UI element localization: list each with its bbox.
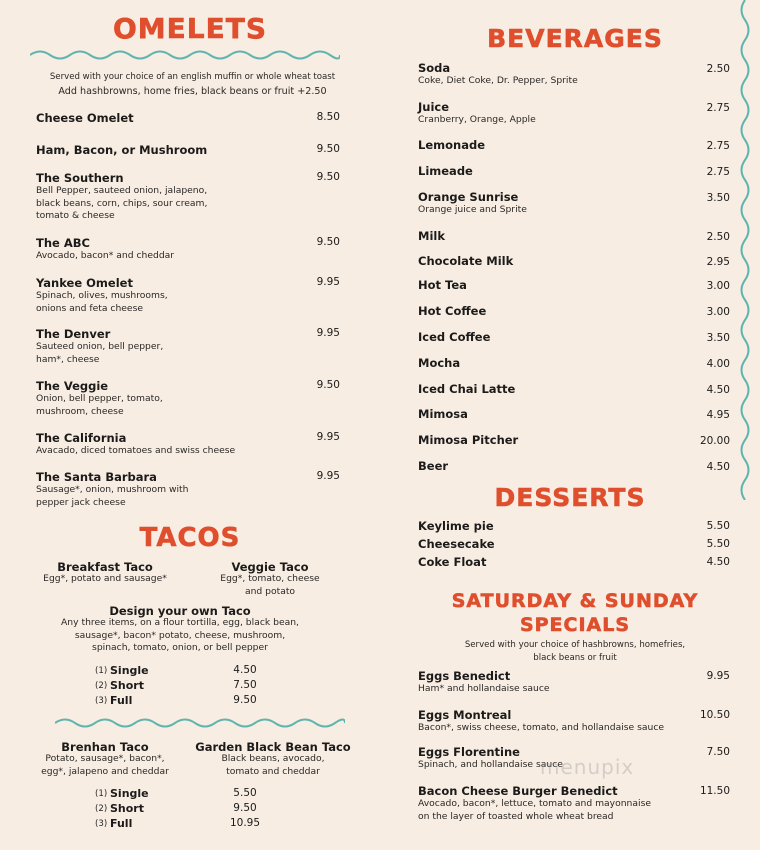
special-desc: Spinach, and hollandaise sauce: [418, 759, 563, 770]
omelet-name: The Veggie: [36, 379, 109, 393]
special-price: 11.50: [699, 785, 730, 797]
wave-divider: [30, 48, 340, 62]
watermark: menupix: [540, 755, 635, 779]
option-number: (3): [95, 819, 108, 829]
beverage-desc: Cranberry, Orange, Apple: [418, 114, 536, 125]
omelet-desc: Bell Pepper, sauteed onion, jalapeno, black beans, corn, chips, sour cream, tomato & cheese: [36, 185, 208, 221]
omelet-name: The Santa Barbara: [36, 470, 157, 484]
specials-title-line-1: SATURDAY & SUNDAY: [451, 590, 699, 612]
special-desc: Avocado, bacon*, lettuce, tomato and mayonnaise on the layer of toasted whole wheat bread: [418, 798, 652, 822]
option-label: Full: [110, 694, 133, 707]
option-price: 4.50: [233, 664, 257, 676]
omelet-name: Cheese Omelet: [36, 111, 134, 125]
beverage-price: 4.50: [706, 461, 730, 473]
beverage-name: Chocolate Milk: [418, 254, 514, 268]
omelet-price: 9.95: [316, 431, 340, 443]
omelet-price: 9.95: [316, 327, 340, 339]
beverage-name: Soda: [418, 61, 451, 75]
beverage-price: 2.95: [706, 256, 730, 268]
special-desc: Bacon*, swiss cheese, tomato, and hollandaise sauce: [418, 722, 665, 733]
beverage-price: 3.50: [706, 332, 730, 344]
veggie-taco-name: Veggie Taco: [231, 560, 309, 574]
beverage-price: 2.50: [706, 231, 730, 243]
special-name: Bacon Cheese Burger Benedict: [418, 784, 618, 798]
option-price: 7.50: [233, 679, 257, 691]
beverage-name: Lemonade: [418, 138, 485, 152]
garden-taco-desc: Black beans, avocado, tomato and cheddar: [221, 753, 325, 777]
option-number: (1): [95, 789, 108, 799]
option-label: Single: [110, 664, 149, 677]
option-number: (2): [95, 804, 108, 814]
beverage-name: Mimosa Pitcher: [418, 433, 519, 447]
option-label: Short: [110, 802, 144, 815]
beverage-name: Beer: [418, 459, 449, 473]
desserts-title: DESSERTS: [494, 483, 646, 512]
beverage-price: 3.00: [706, 306, 730, 318]
specials-title-line-2: SPECIALS: [519, 614, 631, 636]
beverage-name: Hot Tea: [418, 278, 467, 292]
wave-divider: [55, 716, 345, 730]
dessert-price: 5.50: [706, 538, 730, 550]
option-price: 10.95: [229, 817, 261, 829]
breakfast-taco-desc: Egg*, potato and sausage*: [43, 573, 167, 584]
option-label: Short: [110, 679, 144, 692]
omelet-desc: Onion, bell pepper, tomato, mushroom, cheese: [36, 393, 163, 417]
option-price: 9.50: [233, 802, 257, 814]
omelet-name: The California: [36, 431, 127, 445]
design-taco-name: Design your own Taco: [109, 604, 251, 618]
wave-border: [738, 0, 752, 500]
dessert-name: Cheesecake: [418, 537, 495, 551]
beverages-title: BEVERAGES: [487, 24, 663, 53]
special-name: Eggs Montreal: [418, 708, 512, 722]
special-price: 10.50: [699, 709, 730, 721]
beverage-price: 3.00: [706, 280, 730, 292]
omelet-desc: Spinach, olives, mushrooms, onions and feta cheese: [36, 290, 168, 314]
beverage-name: Iced Coffee: [418, 330, 491, 344]
beverage-price: 4.00: [706, 358, 730, 370]
option-label: Single: [110, 787, 149, 800]
beverage-name: Mocha: [418, 356, 461, 370]
dessert-name: Coke Float: [418, 555, 487, 569]
beverage-name: Limeade: [418, 164, 473, 178]
special-price: 9.95: [706, 670, 730, 682]
omelet-price: 9.50: [316, 171, 340, 183]
beverage-name: Milk: [418, 229, 445, 243]
beverage-price: 2.75: [706, 102, 730, 114]
option-number: (2): [95, 681, 108, 691]
beverage-price: 4.95: [706, 409, 730, 421]
beverage-name: Mimosa: [418, 407, 468, 421]
dessert-price: 5.50: [706, 520, 730, 532]
omelets-note-1: Served with your choice of an english muffin or whole wheat toast: [49, 72, 336, 82]
special-name: Eggs Benedict: [418, 669, 511, 683]
special-price: 7.50: [706, 746, 730, 758]
omelet-desc: Avocado, bacon* and cheddar: [36, 250, 175, 261]
option-number: (3): [95, 696, 108, 706]
omelet-price: 9.50: [316, 143, 340, 155]
omelets-title: OMELETS: [112, 12, 268, 45]
beverage-price: 20.00: [699, 435, 730, 447]
omelets-note-2: Add hashbrowns, home fries, black beans or fruit +2.50: [58, 86, 327, 97]
beverage-price: 2.75: [706, 166, 730, 178]
omelet-name: Yankee Omelet: [36, 276, 133, 290]
option-price: 5.50: [233, 787, 257, 799]
design-taco-desc: Any three items, on a flour tortilla, egg, black bean, sausage*, bacon* potato, cheese, mushroom, spinach, tomato, onion, or bell pepper: [61, 617, 299, 653]
specials-note: Served with your choice of hashbrowns, homefries, black beans or fruit: [464, 640, 686, 663]
beverage-price: 4.50: [706, 384, 730, 396]
beverage-name: Orange Sunrise: [418, 190, 519, 204]
dessert-name: Keylime pie: [418, 519, 494, 533]
omelet-price: 8.50: [316, 111, 340, 123]
beverage-price: 3.50: [706, 192, 730, 204]
omelet-name: The Southern: [36, 171, 124, 185]
option-price: 9.50: [233, 694, 257, 706]
beverage-name: Hot Coffee: [418, 304, 487, 318]
beverage-desc: Orange juice and Sprite: [418, 204, 527, 215]
special-desc: Ham* and hollandaise sauce: [418, 683, 550, 694]
omelet-name: The Denver: [36, 327, 111, 341]
brenhan-taco-name: Brenhan Taco: [61, 740, 149, 754]
beverage-name: Iced Chai Latte: [418, 382, 516, 396]
omelet-desc: Avacado, diced tomatoes and swiss cheese: [36, 445, 236, 456]
dessert-price: 4.50: [706, 556, 730, 568]
brenhan-taco-desc: Potato, sausage*, bacon*, egg*, jalapeno and cheddar: [41, 753, 169, 777]
omelet-price: 9.95: [316, 470, 340, 482]
omelet-desc: Sauteed onion, bell pepper, ham*, cheese: [36, 341, 164, 365]
veggie-taco-desc: Egg*, tomato, cheese and potato: [220, 573, 320, 597]
omelet-price: 9.50: [316, 379, 340, 391]
omelet-price: 9.95: [316, 276, 340, 288]
beverage-desc: Coke, Diet Coke, Dr. Pepper, Sprite: [418, 75, 578, 86]
beverage-name: Juice: [418, 100, 450, 114]
omelet-price: 9.50: [316, 236, 340, 248]
beverage-price: 2.75: [706, 140, 730, 152]
option-number: (1): [95, 666, 108, 676]
garden-taco-name: Garden Black Bean Taco: [195, 740, 351, 754]
option-label: Full: [110, 817, 133, 830]
breakfast-taco-name: Breakfast Taco: [57, 560, 153, 574]
beverage-price: 2.50: [706, 63, 730, 75]
omelet-name: Ham, Bacon, or Mushroom: [36, 143, 208, 157]
omelet-name: The ABC: [36, 236, 90, 250]
special-name: Eggs Florentine: [418, 745, 520, 759]
omelet-desc: Sausage*, onion, mushroom with pepper jack cheese: [36, 484, 189, 508]
tacos-title: TACOS: [139, 523, 241, 553]
